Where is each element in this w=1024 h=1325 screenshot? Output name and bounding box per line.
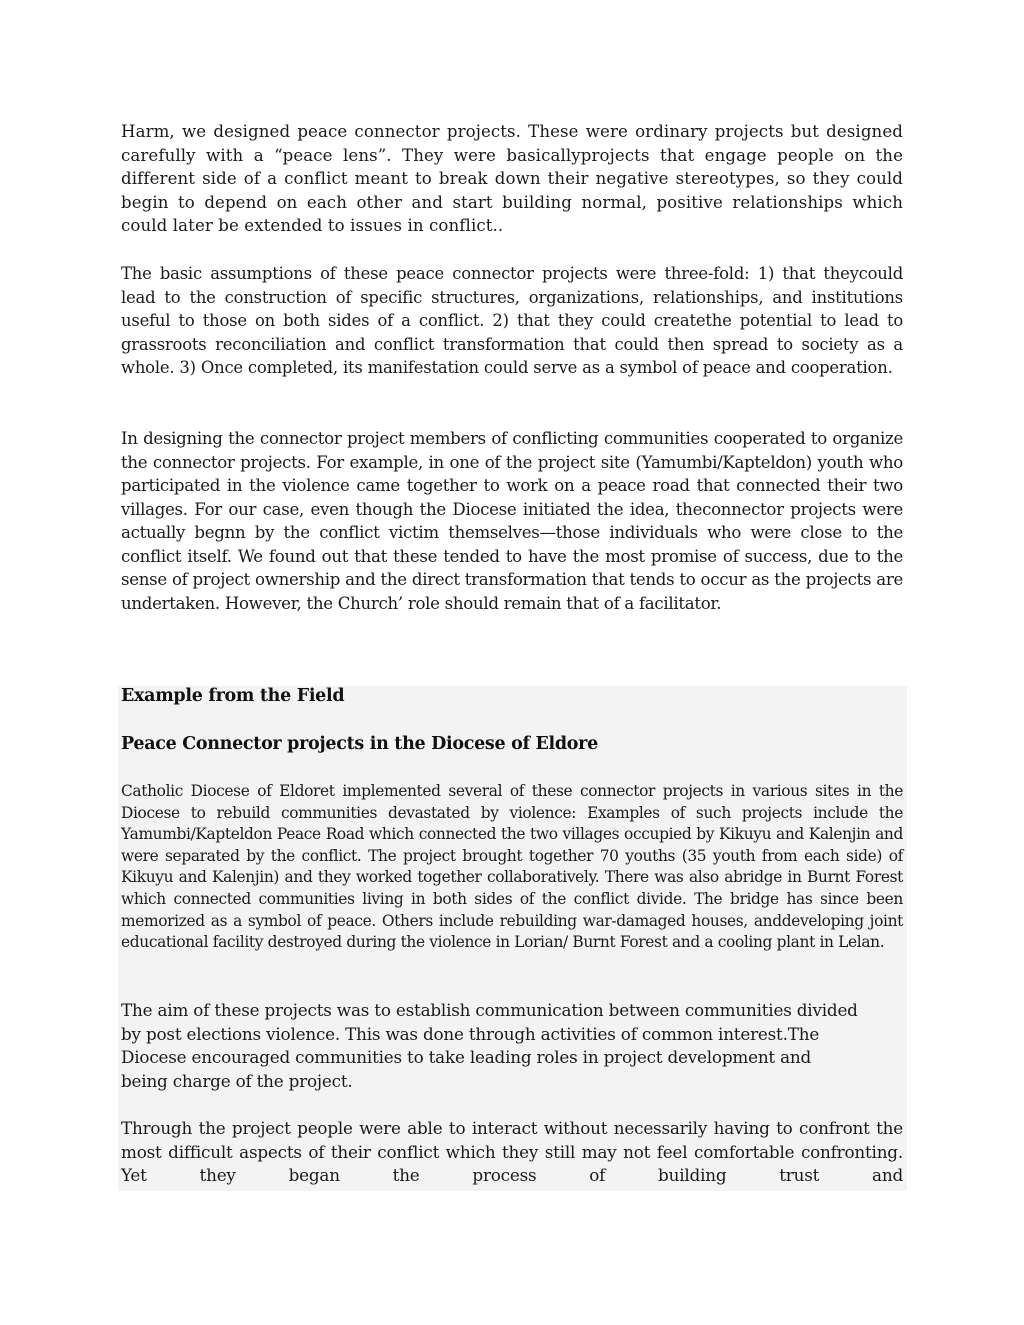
body-paragraph-3: In designing the connector project members of conflicting communities cooperated to organize the connector projects. For example, in one of the project site (Yamumbi/Kapteldon) youth who participated in the violence came together to work on a peace road that connected their two villages. For our case, even though the Diocese initiated the idea, theconnector projects were actually begnn by the conflict victim themselves—those individuals who were close to the conflict itself. We found out that these tended to have the most promise of success, due to the sense of project ownership and the direct transformation that tends to occur as the projects are undertaken. However, the Church’ role should remain that of a facilitator. [121, 429, 903, 613]
body-paragraph-2: The basic assumptions of these peace connector projects were three-fold: 1) that theycould lead to the construction of specific structures, organizations, relationships, and institutions useful to those on both sides of a conflict. 2) that they could createthe potential to lead to grassroots reconciliation and conflict transformation that could then spread to society as a whole. 3) Once completed, its manifestation could serve as a symbol of peace and cooperation. [121, 264, 903, 377]
example-box-paragraph-2: The aim of these projects was to establish communication between communities divided by post elections violence. This was done through activities of common interest.The Diocese encouraged communities to take leading roles in project development and being charge of the project. [121, 1000, 858, 1091]
example-box-heading: Example from the Field [121, 686, 345, 706]
example-box-paragraph-3 [121, 1117, 903, 1188]
example-box-subheading: Peace Connector projects in the Diocese of Eldore [121, 734, 598, 754]
example-box-paragraph-1: Catholic Diocese of Eldoret implemented several of these connector projects in various sites in the Diocese to rebuild communities devastated by violence: Examples of such projects include the Yamumbi/Kapteldon Peace Road which connected the two villages occupied by Kikuyu and Kalenjin and were separated by the conflict. The project brought together 70 youths (35 youth from each side) of Kikuyu and Kalenjin) and they worked together collaboratively. There was also abridge in Burnt Forest which connected communities living in both sides of the conflict divide. The bridge has since been memorized as a symbol of peace. Others include rebuilding war-damaged houses, anddeveloping joint educational facility destroyed during the violence in Lorian/ Burnt Forest and a cooling plant in Lelan. [121, 782, 903, 952]
example-box-paragraph-3-text: Through the project people were able to interact without necessarily having to confront the most difficult aspects of their conflict which they still may not feel comfortable confronting. Yet they began the process of building trust and [121, 1118, 903, 1186]
body-paragraph-1: Harm, we designed peace connector projects. These were ordinary projects but designed carefully with a “peace lens”. They were basicallyprojects that engage people on the different side of a conflict meant to break down their negative stereotypes, so they could begin to depend on each other and start building normal, positive relationships which could later be extended to issues in conflict.. [121, 122, 903, 235]
